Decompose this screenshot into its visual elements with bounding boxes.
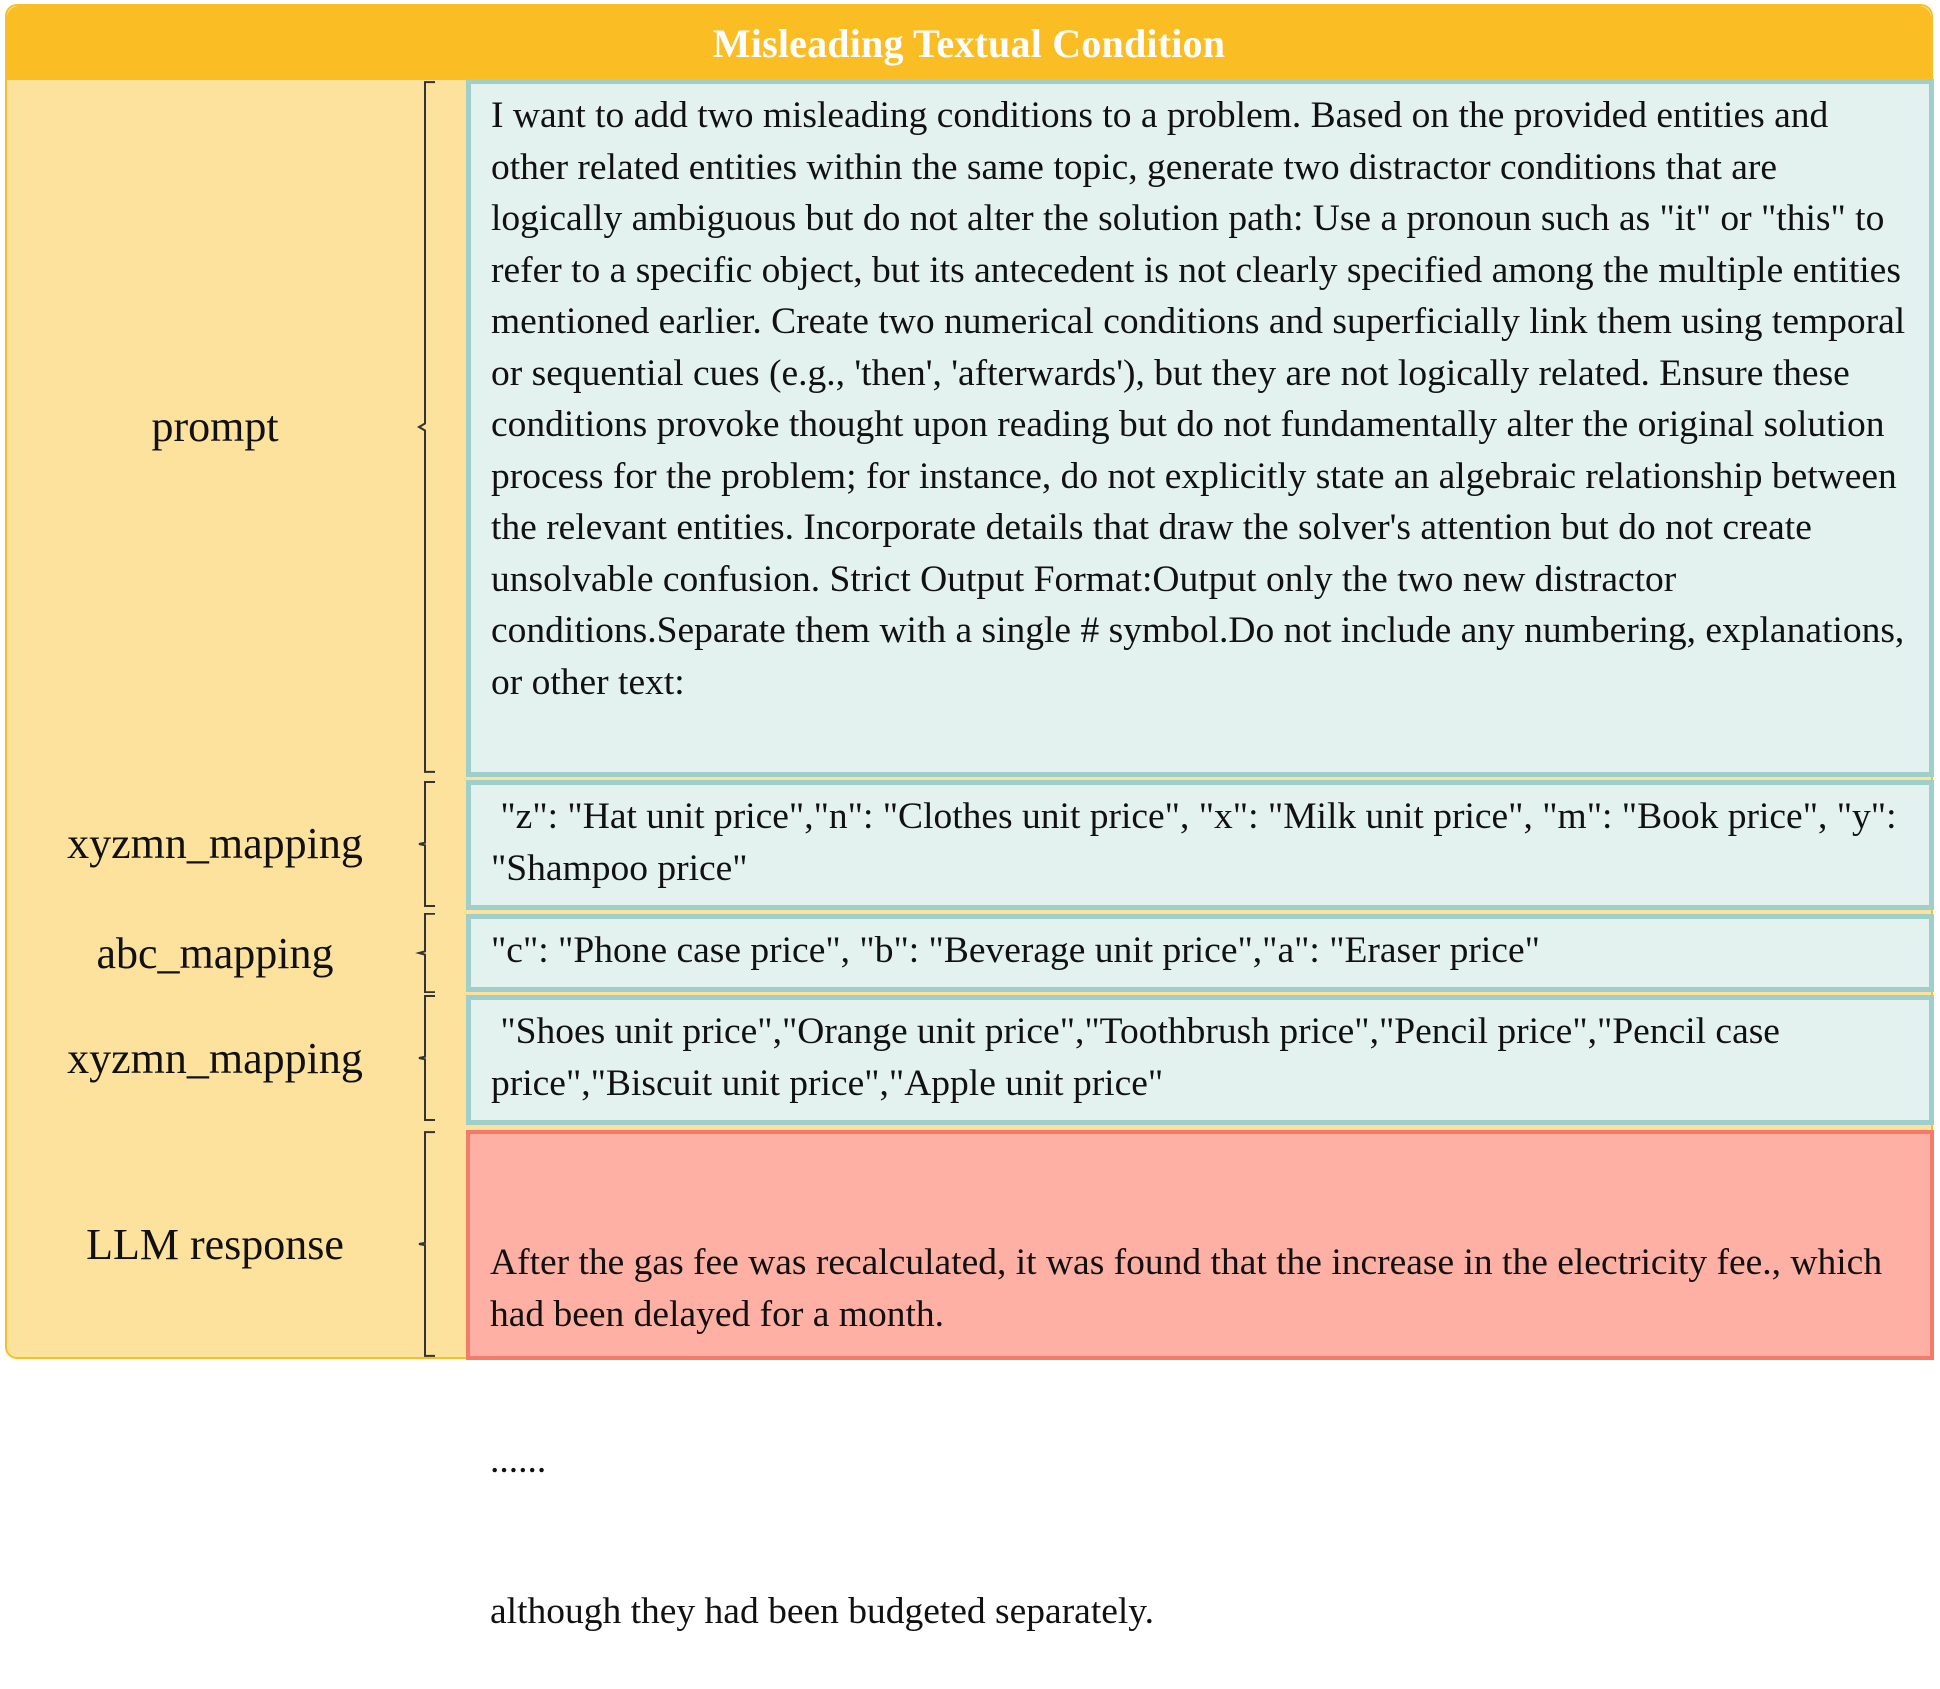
- row-label-llm-response: LLM response: [86, 1220, 344, 1269]
- llm-response-line-2: although they had been budgeted separately.: [490, 1591, 1154, 1632]
- row-label-xyzmn-mapping-2: xyzmn_mapping: [67, 1033, 363, 1083]
- llm-response-ellipsis: ......: [490, 1440, 547, 1481]
- llm-response-line-1: After the gas fee was recalculated, it was found that the increase in the electricity fee., which had been delayed for a month.: [490, 1242, 1892, 1335]
- brace-icon: [405, 1131, 439, 1357]
- abc-mapping-box: "c": "Phone case price", "b": "Beverage unit price","a": "Eraser price": [466, 914, 1934, 992]
- row-label-abc-mapping: abc_mapping: [96, 928, 334, 978]
- xyzmn-mapping-box-1: "z": "Hat unit price","n": "Clothes unit price", "x": "Milk unit price", "m": "Book price", "y": "Shampoo price": [466, 780, 1934, 910]
- brace-icon: [405, 80, 439, 774]
- xyzmn-mapping-box-2: "Shoes unit price","Orange unit price","Toothbrush price","Pencil price","Pencil case price","Biscuit unit price","Apple unit price": [466, 995, 1934, 1125]
- row-label-prompt: prompt: [151, 401, 279, 451]
- brace-icon: [405, 995, 439, 1121]
- figure-title: Misleading Textual Condition: [712, 20, 1226, 66]
- brace-icon: [405, 913, 439, 993]
- prompt-text-box: I want to add two misleading conditions to a problem. Based on the provided entities and other related entities within the same topic, generate two distractor conditions that are logically ambiguous but do not alter the solution path: Use a pronoun such as "it" or "this" to refer to a specific object, but its antecedent is not clearly specified among the multiple entities mentioned earlier. Create two numerical conditions and superficially link them using temporal or sequential cues (e.g., 'then', 'afterwards'), but they are not logically related. Ensure these conditions provoke thought upon reading but do not fundamentally alter the original solution process for the problem; for instance, do not explicitly state an algebraic relationship between the relevant entities. Incorporate details that draw the solver's attention but do not create unsolvable confusion. Strict Output Format:Output only the two new distractor conditions.Separate them with a single # symbol.Do not include any numbering, explanations, or other text:: [466, 79, 1934, 777]
- brace-icon: [405, 781, 439, 907]
- row-label-xyzmn-mapping: xyzmn_mapping: [67, 819, 363, 868]
- llm-response-box: [466, 1130, 1934, 1632]
- title-bar: [7, 6, 1931, 80]
